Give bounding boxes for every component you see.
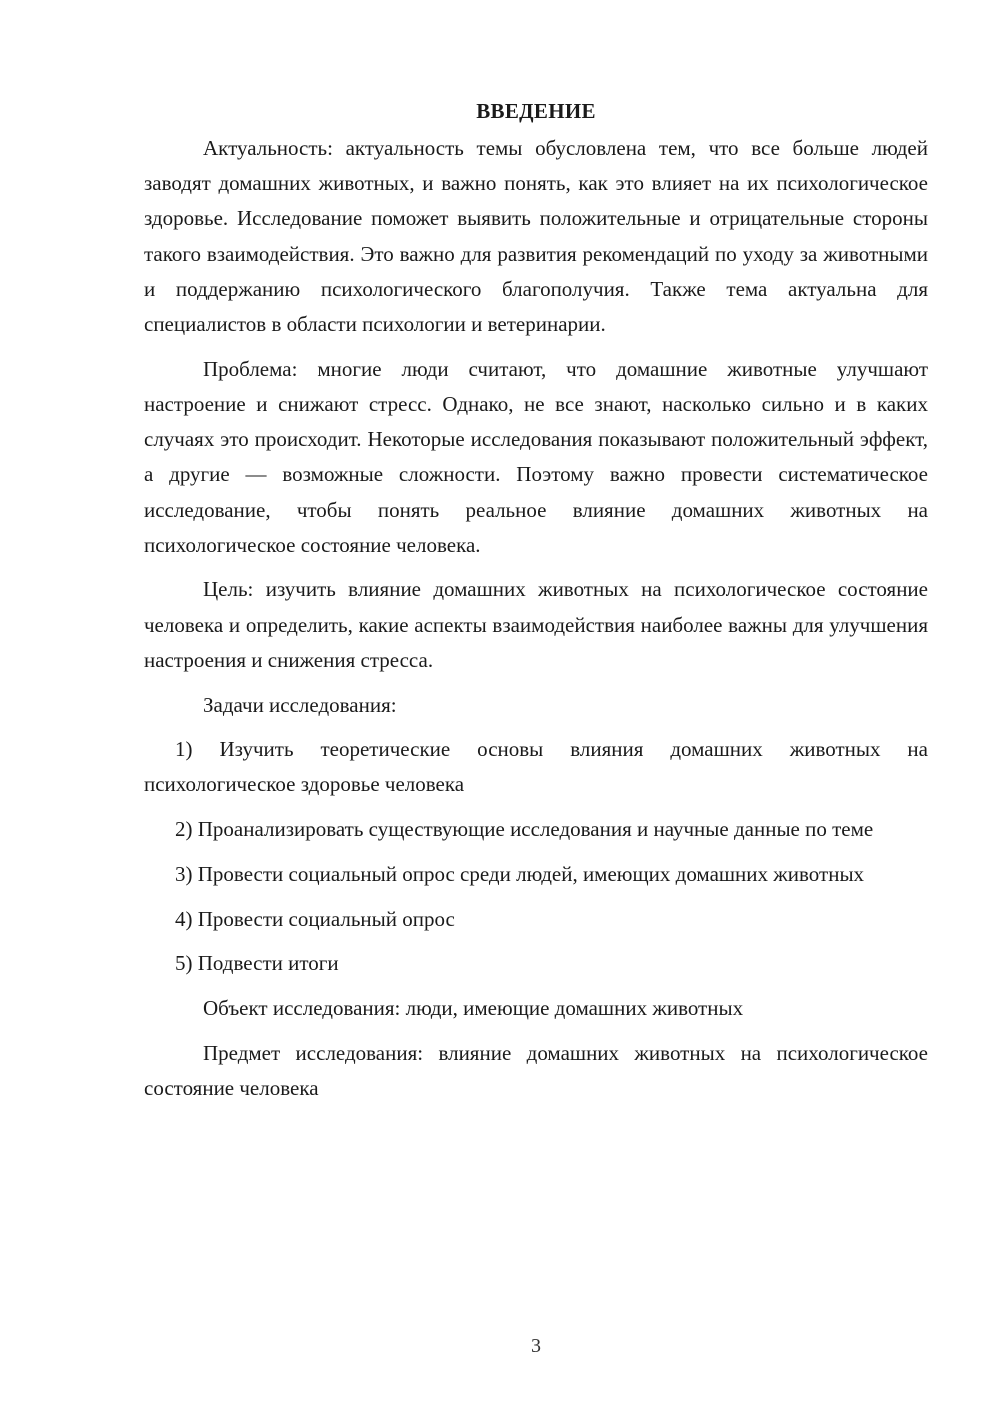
task-item-1: 1) Изучить теоретические основы влияния домашних животных на психологическое здоровье человека (144, 737, 928, 797)
task-item-2: 2) Проанализировать существующие исследования и научные данные по теме (175, 817, 874, 842)
research-object: Объект исследования: люди, имеющие домашних животных (203, 995, 744, 1020)
document-page (144, 93, 928, 1116)
task-item-5: 5) Подвести итоги (175, 951, 339, 976)
page-number: 3 (531, 1335, 541, 1357)
problem-paragraph: Проблема: многие люди считают, что домашние животные улучшают настроение и снижают стресс. Однако, не все знают, насколько сильно и в каких случаях это происходит. Некоторые исследования показывают положительный эффект, а другие — возможные сложности. Поэтому важно провести систематическое исследование, чтобы понять реальное влияние домашних животных на психологическое состояние человека. (144, 356, 928, 557)
goal-paragraph: Цель: изучить влияние домашних животных на психологическое состояние человека и определить, какие аспекты взаимодействия наиболее важны для улучшения настроения и снижения стресса. (144, 577, 928, 672)
tasks-heading: Задачи исследования: (203, 692, 397, 717)
relevance-paragraph: Актуальность: актуальность темы обусловлена тем, что все больше людей заводят домашних животных, и важно понять, как это влияет на их психологическое здоровье. Исследование поможет выявить положительные и отрицательные стороны такого взаимодействия. Это важно для развития рекомендаций по уходу за животными и поддержанию психологического благополучия. Также тема актуальна для специалистов в области психологии и ветеринарии. (144, 136, 928, 337)
section-title: ВВЕДЕНИЕ (476, 99, 596, 123)
research-subject: Предмет исследования: влияние домашних животных на психологическое состояние человека (144, 1040, 928, 1100)
task-item-4: 4) Провести социальный опрос (175, 906, 455, 931)
task-item-3: 3) Провести социальный опрос среди людей, имеющих домашних животных (175, 861, 865, 886)
